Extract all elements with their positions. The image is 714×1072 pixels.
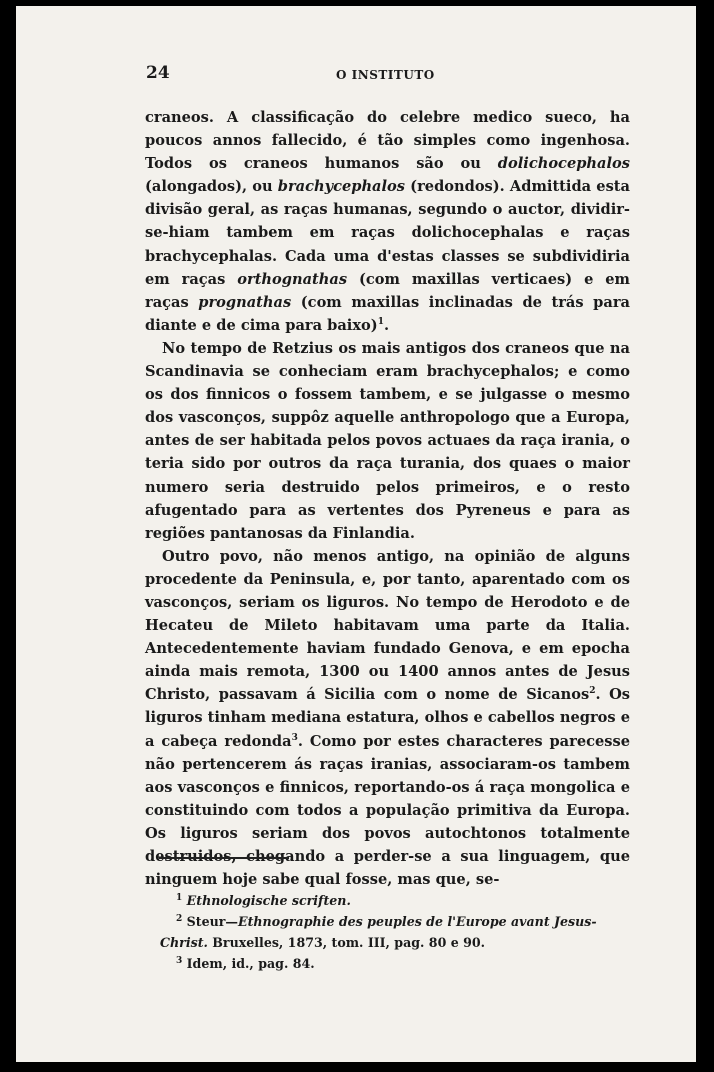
footnote-text: Idem, id., pag. 84.	[186, 956, 315, 971]
text-segment: . Os liguros tinham mediana estatura, olhos e cabellos negros e a cabeça redonda	[145, 686, 631, 750]
footnotes	[160, 890, 630, 974]
footnote-ref: 3	[291, 732, 298, 743]
footnote-divider	[159, 857, 289, 859]
footnote-1	[160, 890, 630, 911]
footnote-ref: 1	[377, 316, 384, 327]
footnote-citation: Bruxelles, 1873, tom. III, pag. 80 e 90.	[207, 935, 486, 950]
page-number: 24	[146, 63, 170, 83]
footnote-2	[160, 911, 630, 953]
book-page	[16, 6, 696, 1062]
text-segment: (alongados), ou	[145, 178, 278, 196]
footnote-author: Steur—	[186, 914, 238, 929]
text-segment: .	[383, 316, 390, 334]
footnote-title: Ethnologische scriften.	[186, 893, 351, 908]
paragraph-2: No tempo de Retzius os mais antigos dos craneos que na Scandinavia se conheciam eram brachycephalos; e como os dos finnicos o fossem tambem, e se julgasse o mesmo dos vasconços, suppôz aquelle anthropologo que a Europa, antes de ser habitada pelos povos actuaes da raça irania, o teria sido por outros da raça turania, dos quaes o maior numero seria destruido pelos primeiros, e o resto afugentado para as vertentes dos Pyreneus e para as regiões pantanosas da Finlandia.	[145, 339, 630, 542]
footnote-3	[160, 953, 630, 974]
body-text	[145, 106, 630, 891]
footnote-number: 1	[176, 892, 183, 903]
running-title: O INSTITUTO	[336, 68, 435, 82]
footnote-number: 2	[176, 913, 183, 924]
paragraph-1	[145, 106, 630, 337]
text-segment: . Como por estes characteres parecesse não pertencerem ás raças iranias, associaram-os tambem aos vasconços e finnicos, reportando-os á raça mongolica e constituindo com todos a população primitiva da Europa. Os liguros seriam dos povos autochtonos totalmente destruidos, chegando a perder-se a sua linguagem, que ninguem hoje sabe qual fosse, mas que, se-	[145, 732, 630, 889]
text-segment: (com maxillas verticaes) e em raças	[145, 270, 631, 311]
text-segment: (com maxillas inclinadas de trás para diante e de cima para baixo)	[145, 293, 630, 334]
footnote-ref: 2	[589, 686, 596, 697]
italic-term: brachycephalos	[277, 178, 406, 196]
text-segment: (redondos). Admittida esta divisão geral, as raças humanas, segundo o auctor, dividir-se-hiam tambem em raças dolichocephalas e raças brachycephalas. Cada uma d'estas classes se subdividiria em raças	[145, 178, 630, 288]
text-segment: craneos. A classificação do celebre medico sueco, ha poucos annos fallecido, é tão simples como ingenhosa. Todos os craneos humanos são ou	[145, 109, 630, 173]
paragraph-3	[145, 545, 630, 891]
italic-term: orthognathas	[237, 270, 348, 288]
footnote-number: 3	[176, 955, 183, 966]
italic-term: dolichocephalos	[497, 155, 630, 173]
italic-term: prognathas	[198, 293, 292, 311]
text-segment: Outro povo, não menos antigo, na opinião de alguns procedente da Peninsula, e, por tanto, aparentado com os vasconços, seriam os liguros. No tempo de Herodoto e de Hecateu de Mileto habitavam uma parte da Italia. Antecedentemente haviam fundado Genova, e em epocha ainda mais remota, 1300 ou 1400 annos antes de Jesus Christo, passavam á Sicilia com o nome de Sicanos	[145, 547, 630, 704]
footnote-title: Ethnographie des peuples de l'Europe avant Jesus-Christ.	[160, 914, 597, 950]
